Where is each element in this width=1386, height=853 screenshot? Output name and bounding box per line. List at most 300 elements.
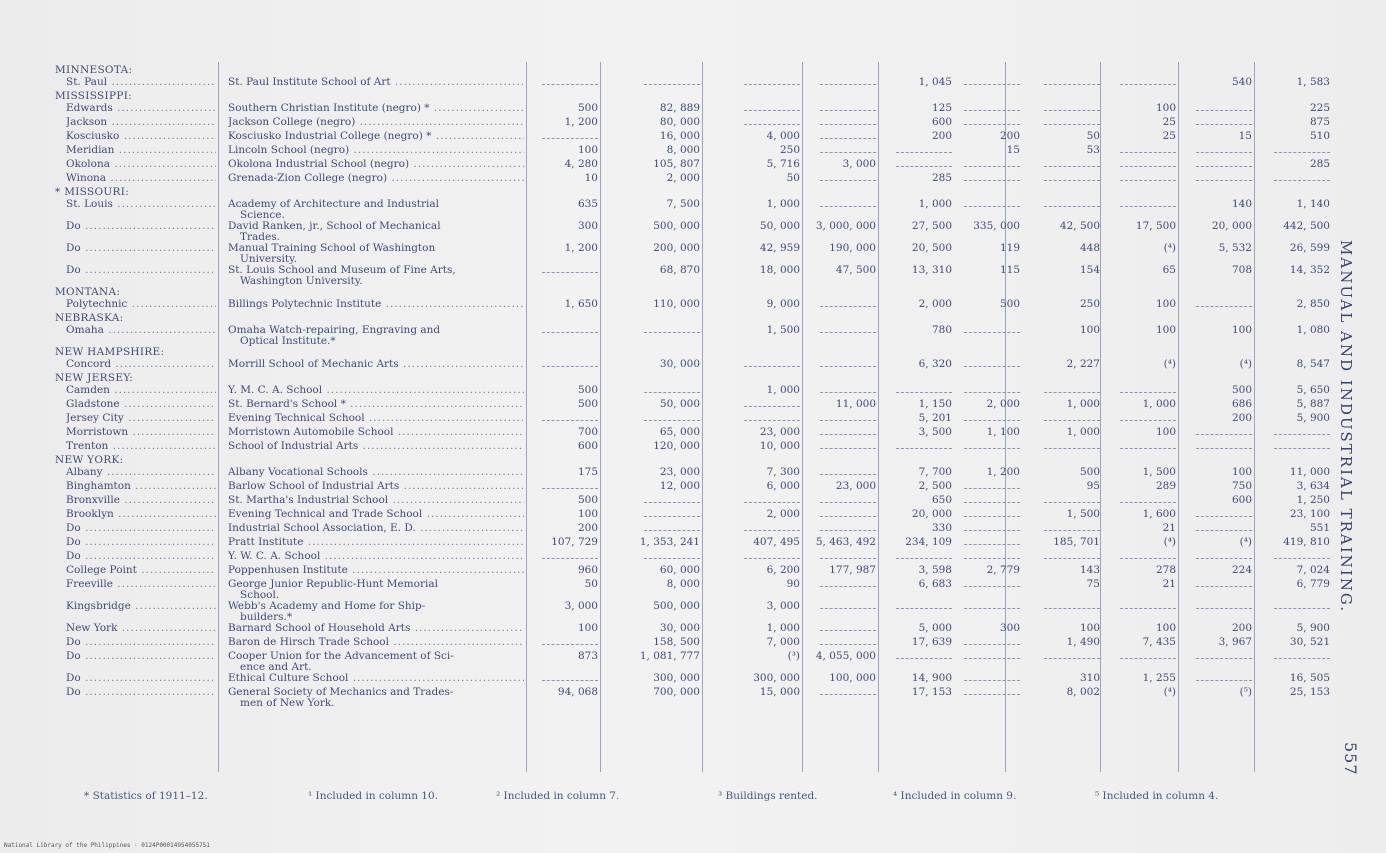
- empty-c1: [528, 324, 598, 336]
- leader-dashes: [1044, 386, 1100, 393]
- value-c8: 1, 255: [1142, 672, 1176, 684]
- institution-name-continued: Trades.: [240, 231, 280, 243]
- institution-name: Y. W. C. A. School .....: [228, 550, 524, 562]
- leader-dashes: [744, 496, 800, 503]
- institution-name: Ethical Culture School .....: [228, 672, 524, 684]
- leader-dashes: [644, 326, 700, 333]
- value-c3: 23, 000: [759, 426, 800, 438]
- leader-dashes: [1274, 602, 1330, 609]
- empty-c6: [940, 600, 1020, 612]
- value-c9: (⁴): [1239, 358, 1252, 370]
- value-c10: 11, 000: [1289, 466, 1330, 478]
- empty-c7: [1020, 198, 1100, 210]
- empty-c4: [804, 466, 876, 478]
- institution-name: Academy of Architecture and Industrial: [228, 198, 439, 210]
- value-c7: 8, 002: [1066, 686, 1100, 698]
- institution-name-continued: ence and Art.: [240, 661, 312, 673]
- value-c10: 6, 779: [1296, 578, 1330, 590]
- value-c5: 6, 683: [918, 578, 952, 590]
- value-c5: 2, 000: [918, 298, 952, 310]
- value-c10: 1, 080: [1296, 324, 1330, 336]
- location-cell: Morristown .....: [66, 426, 216, 438]
- value-c7: 448: [1079, 242, 1100, 254]
- table-row: [0, 158, 1340, 172]
- value-c6: 335, 000: [973, 220, 1020, 232]
- empty-c4: [804, 426, 876, 438]
- value-c10: 23, 100: [1289, 508, 1330, 520]
- value-c9: 686: [1231, 398, 1252, 410]
- value-c2: 300, 000: [653, 672, 700, 684]
- empty-c6: [940, 536, 1020, 548]
- state-name: MINNESOTA:: [55, 64, 133, 76]
- location-cell: Do .....: [66, 550, 216, 562]
- value-c6: 2, 779: [986, 564, 1020, 576]
- value-c2: 700, 000: [653, 686, 700, 698]
- leader-dashes: [1120, 602, 1176, 609]
- value-c3: 1, 500: [766, 324, 800, 336]
- empty-c2: [600, 384, 700, 396]
- value-c4: 3, 000, 000: [815, 220, 876, 232]
- leader-dashes: [820, 580, 876, 587]
- value-c6: 15: [1006, 144, 1020, 156]
- value-c5: 200: [931, 130, 952, 142]
- empty-c6: [940, 550, 1020, 562]
- institution-name: Barnard School of Household Arts .....: [228, 622, 524, 634]
- leader-dashes: [964, 118, 1020, 125]
- leader-dashes: [1120, 174, 1176, 181]
- value-c8: 1, 000: [1142, 398, 1176, 410]
- empty-c4: [804, 198, 876, 210]
- value-c3: 2, 000: [766, 508, 800, 520]
- empty-c6: [940, 636, 1020, 648]
- value-c1: 107, 729: [551, 536, 598, 548]
- empty-c4: [804, 412, 876, 424]
- empty-c8: [1100, 440, 1176, 452]
- empty-c4: [804, 522, 876, 534]
- value-c2: 30, 000: [659, 622, 700, 634]
- empty-c8: [1100, 198, 1176, 210]
- empty-c4: [804, 130, 876, 142]
- leader-dashes: [820, 442, 876, 449]
- leader-dashes: [1196, 146, 1252, 153]
- empty-c7: [1020, 650, 1100, 662]
- leader-dashes: [820, 326, 876, 333]
- value-c3: 4, 000: [766, 130, 800, 142]
- empty-c6: [940, 116, 1020, 128]
- value-c9: 15: [1238, 130, 1252, 142]
- leader-dashes: [744, 104, 800, 111]
- empty-c4: [804, 116, 876, 128]
- value-c10: 2, 850: [1296, 298, 1330, 310]
- leader-dashes: [964, 638, 1020, 645]
- value-c10: 14, 352: [1289, 264, 1330, 276]
- value-c3: (³): [787, 650, 800, 662]
- leader-dashes: [964, 652, 1020, 659]
- institution-name-continued: Washington University.: [240, 275, 363, 287]
- state-name: * MISSOURI:: [55, 186, 130, 198]
- value-c2: 7, 500: [666, 198, 700, 210]
- value-c2: 60, 000: [659, 564, 700, 576]
- leader-dashes: [744, 414, 800, 421]
- leader-dashes: [1120, 146, 1176, 153]
- value-c3: 42, 959: [759, 242, 800, 254]
- institution-name: Y. M. C. A. School .....: [228, 384, 524, 396]
- value-c10: 3, 634: [1296, 480, 1330, 492]
- value-c9: 500: [1231, 384, 1252, 396]
- leader-dashes: [1120, 386, 1176, 393]
- leader-dashes: [1044, 118, 1100, 125]
- table-row: [0, 426, 1340, 440]
- value-c10: 419, 810: [1283, 536, 1330, 548]
- leader-dashes: [964, 174, 1020, 181]
- empty-c6: [940, 508, 1020, 520]
- empty-c1: [528, 264, 598, 276]
- institution-name-continued: Optical Institute.*: [240, 335, 336, 347]
- institution-name: David Ranken, jr., School of Mechanical: [228, 220, 441, 232]
- leader-dashes: [1196, 428, 1252, 435]
- leader-dashes: [744, 552, 800, 559]
- value-c10: 1, 583: [1296, 76, 1330, 88]
- empty-c4: [804, 102, 876, 114]
- empty-c10: [1256, 172, 1330, 184]
- leader-dashes: [964, 386, 1020, 393]
- table-row: [0, 242, 1340, 265]
- value-c8: 1, 600: [1142, 508, 1176, 520]
- location-cell: Jackson .....: [66, 116, 216, 128]
- leader-dashes: [542, 638, 598, 645]
- value-c3: 300, 000: [753, 672, 800, 684]
- value-c6: 500: [999, 298, 1020, 310]
- leader-dashes: [964, 442, 1020, 449]
- institution-name: Industrial School Association, E. D. .....: [228, 522, 524, 534]
- value-c10: 25, 153: [1289, 686, 1330, 698]
- empty-c3: [704, 116, 800, 128]
- institution-name: Morristown Automobile School .....: [228, 426, 524, 438]
- institution-name: Pratt Institute .....: [228, 536, 524, 548]
- value-c7: 95: [1086, 480, 1100, 492]
- value-c7: 185, 701: [1053, 536, 1100, 548]
- leader-dashes: [542, 326, 598, 333]
- table-row: [0, 578, 1340, 601]
- value-c8: 7, 435: [1142, 636, 1176, 648]
- value-c3: 10, 000: [759, 440, 800, 452]
- empty-c9: [1180, 672, 1252, 684]
- empty-c7: [1020, 412, 1100, 424]
- leader-dashes: [964, 326, 1020, 333]
- value-c7: 310: [1079, 672, 1100, 684]
- empty-c3: [704, 412, 800, 424]
- table-row: [0, 198, 1340, 221]
- institution-name: Jackson College (negro) .....: [228, 116, 524, 128]
- table-row: [0, 508, 1340, 522]
- value-c3: 3, 000: [766, 600, 800, 612]
- institution-name: St. Louis School and Museum of Fine Arts,: [228, 264, 456, 276]
- leader-dashes: [964, 552, 1020, 559]
- empty-c6: [940, 158, 1020, 170]
- leader-dashes: [964, 414, 1020, 421]
- location-cell: Concord .....: [66, 358, 216, 370]
- value-c2: 80, 000: [659, 116, 700, 128]
- leader-dashes: [1044, 652, 1100, 659]
- value-c9: 708: [1231, 264, 1252, 276]
- leader-dashes: [1044, 442, 1100, 449]
- value-c1: 700: [577, 426, 598, 438]
- table-row: [0, 412, 1340, 426]
- institution-name-continued: Science.: [240, 209, 285, 221]
- value-c5: 13, 310: [911, 264, 952, 276]
- value-c10: 5, 887: [1296, 398, 1330, 410]
- empty-c8: [1100, 600, 1176, 612]
- empty-c7: [1020, 522, 1100, 534]
- leader-dashes: [1120, 552, 1176, 559]
- leader-dashes: [644, 524, 700, 531]
- leader-dashes: [1274, 174, 1330, 181]
- value-c5: 17, 639: [911, 636, 952, 648]
- value-c2: 1, 081, 777: [639, 650, 700, 662]
- location-cell: Do .....: [66, 672, 216, 684]
- leader-dashes: [820, 428, 876, 435]
- leader-dashes: [1196, 160, 1252, 167]
- table-row: [0, 650, 1340, 673]
- leader-dashes: [964, 674, 1020, 681]
- location-cell: Winona .....: [66, 172, 216, 184]
- leader-dashes: [542, 482, 598, 489]
- value-c5: 5, 000: [918, 622, 952, 634]
- institution-name: Okolona Industrial School (negro) .....: [228, 158, 524, 170]
- value-c2: 8, 000: [666, 578, 700, 590]
- value-c3: 50: [786, 172, 800, 184]
- location-cell: Binghamton .....: [66, 480, 216, 492]
- empty-c9: [1180, 158, 1252, 170]
- empty-c1: [528, 636, 598, 648]
- value-c7: 100: [1079, 622, 1100, 634]
- institution-name-continued: University.: [240, 253, 297, 265]
- empty-c4: [804, 76, 876, 88]
- value-c5: 780: [931, 324, 952, 336]
- value-c9: (⁵): [1239, 686, 1252, 698]
- value-c6: 2, 000: [986, 398, 1020, 410]
- value-c8: (⁴): [1163, 536, 1176, 548]
- leader-dashes: [1044, 104, 1100, 111]
- value-c1: 500: [577, 398, 598, 410]
- empty-c9: [1180, 440, 1252, 452]
- empty-c7: [1020, 172, 1100, 184]
- value-c9: 100: [1231, 466, 1252, 478]
- empty-c9: [1180, 600, 1252, 612]
- leader-dashes: [1196, 674, 1252, 681]
- empty-c7: [1020, 102, 1100, 114]
- institution-name: George Junior Republic-Hunt Memorial: [228, 578, 438, 590]
- value-c9: 140: [1231, 198, 1252, 210]
- leader-dashes: [820, 414, 876, 421]
- leader-dashes: [820, 78, 876, 85]
- location-cell: Do .....: [66, 220, 216, 232]
- value-c9: 600: [1231, 494, 1252, 506]
- leader-dashes: [820, 510, 876, 517]
- value-c8: 21: [1162, 578, 1176, 590]
- scan-credit: National Library of the Philippines · 0124P00014954055751: [4, 842, 210, 849]
- value-c5: 1, 045: [918, 76, 952, 88]
- institution-name: St. Paul Institute School of Art .....: [228, 76, 524, 88]
- value-c5: 7, 700: [918, 466, 952, 478]
- value-c8: (⁴): [1163, 358, 1176, 370]
- location-cell: Kingsbridge .....: [66, 600, 216, 612]
- value-c8: 25: [1162, 130, 1176, 142]
- value-c1: 600: [577, 440, 598, 452]
- value-c5: 3, 598: [918, 564, 952, 576]
- value-c6: 119: [999, 242, 1020, 254]
- value-c3: 7, 300: [766, 466, 800, 478]
- value-c10: 510: [1309, 130, 1330, 142]
- leader-dashes: [1120, 160, 1176, 167]
- leader-dashes: [820, 602, 876, 609]
- empty-c6: [940, 324, 1020, 336]
- table-row: [0, 440, 1340, 454]
- value-c2: 12, 000: [659, 480, 700, 492]
- value-c7: 1, 000: [1066, 426, 1100, 438]
- leader-dashes: [820, 638, 876, 645]
- value-c7: 2, 227: [1066, 358, 1100, 370]
- value-c7: 1, 500: [1066, 508, 1100, 520]
- institution-name: Evening Technical School .....: [228, 412, 524, 424]
- value-c1: 500: [577, 102, 598, 114]
- empty-c9: [1180, 522, 1252, 534]
- state-name: NEW JERSEY:: [55, 372, 134, 384]
- leader-dashes: [1044, 200, 1100, 207]
- value-c5: 2, 500: [918, 480, 952, 492]
- empty-c1: [528, 672, 598, 684]
- empty-c8: [1100, 550, 1176, 562]
- leader-dashes: [644, 496, 700, 503]
- value-c10: 5, 900: [1296, 622, 1330, 634]
- value-c2: 110, 000: [653, 298, 700, 310]
- leader-dashes: [542, 414, 598, 421]
- leader-dashes: [820, 524, 876, 531]
- institution-name-continued: men of New York.: [240, 697, 335, 709]
- location-cell: Brooklyn .....: [66, 508, 216, 520]
- leader-dashes: [820, 174, 876, 181]
- empty-c3: [704, 494, 800, 506]
- leader-dashes: [744, 360, 800, 367]
- table-row: [0, 358, 1340, 372]
- empty-c4: [804, 622, 876, 634]
- value-c5: 125: [931, 102, 952, 114]
- location-cell: Meridian .....: [66, 144, 216, 156]
- table-row: [0, 686, 1340, 709]
- location-cell: Omaha .....: [66, 324, 216, 336]
- value-c8: 289: [1155, 480, 1176, 492]
- leader-dashes: [820, 688, 876, 695]
- leader-dashes: [964, 496, 1020, 503]
- leader-dashes: [1120, 652, 1176, 659]
- empty-c9: [1180, 550, 1252, 562]
- value-c5: 5, 201: [918, 412, 952, 424]
- value-c2: 500, 000: [653, 600, 700, 612]
- leader-dashes: [744, 78, 800, 85]
- empty-c3: [704, 76, 800, 88]
- value-c9: 3, 967: [1218, 636, 1252, 648]
- value-c1: 1, 650: [564, 298, 598, 310]
- value-c8: 25: [1162, 116, 1176, 128]
- value-c2: 158, 500: [653, 636, 700, 648]
- empty-c6: [940, 650, 1020, 662]
- value-c9: 5, 532: [1218, 242, 1252, 254]
- institution-name-continued: School.: [240, 589, 280, 601]
- empty-c1: [528, 412, 598, 424]
- institution-name-continued: builders.*: [240, 611, 293, 623]
- leader-dashes: [964, 360, 1020, 367]
- institution-name: Evening Technical and Trade School .....: [228, 508, 524, 520]
- value-c1: 300: [577, 220, 598, 232]
- institution-name: Lincoln School (negro) .....: [228, 144, 524, 156]
- value-c5: 650: [931, 494, 952, 506]
- value-c2: 8, 000: [666, 144, 700, 156]
- value-c7: 500: [1079, 466, 1100, 478]
- value-c1: 500: [577, 384, 598, 396]
- location-cell: Bronxville .....: [66, 494, 216, 506]
- footnote: ² Included in column 7.: [496, 790, 620, 802]
- leader-dashes: [1274, 442, 1330, 449]
- value-c9: 100: [1231, 324, 1252, 336]
- value-c4: 23, 000: [835, 480, 876, 492]
- value-c7: 100: [1079, 324, 1100, 336]
- value-c5: 17, 153: [911, 686, 952, 698]
- value-c7: 250: [1079, 298, 1100, 310]
- value-c10: 551: [1309, 522, 1330, 534]
- value-c3: 407, 495: [753, 536, 800, 548]
- value-c5: 1, 150: [918, 398, 952, 410]
- empty-c7: [1020, 116, 1100, 128]
- value-c3: 50, 000: [759, 220, 800, 232]
- value-c2: 200, 000: [653, 242, 700, 254]
- leader-dashes: [820, 104, 876, 111]
- empty-c9: [1180, 578, 1252, 590]
- institution-name: St. Martha's Industrial School .....: [228, 494, 524, 506]
- leader-dashes: [542, 360, 598, 367]
- leader-dashes: [1196, 602, 1252, 609]
- empty-c9: [1180, 172, 1252, 184]
- leader-dashes: [644, 552, 700, 559]
- value-c3: 15, 000: [759, 686, 800, 698]
- leader-dashes: [1044, 174, 1100, 181]
- location-cell: Do .....: [66, 242, 216, 254]
- value-c1: 960: [577, 564, 598, 576]
- empty-c6: [940, 672, 1020, 684]
- value-c1: 94, 068: [557, 686, 598, 698]
- value-c4: 47, 500: [835, 264, 876, 276]
- empty-c9: [1180, 116, 1252, 128]
- value-c5: 20, 000: [911, 508, 952, 520]
- leader-dashes: [964, 580, 1020, 587]
- value-c1: 4, 280: [564, 158, 598, 170]
- empty-c9: [1180, 102, 1252, 114]
- value-c1: 873: [577, 650, 598, 662]
- leader-dashes: [820, 496, 876, 503]
- empty-c10: [1256, 650, 1330, 662]
- value-c2: 65, 000: [659, 426, 700, 438]
- value-c1: 1, 200: [564, 242, 598, 254]
- empty-c3: [704, 522, 800, 534]
- leader-dashes: [820, 386, 876, 393]
- value-c5: 600: [931, 116, 952, 128]
- leader-dashes: [542, 552, 598, 559]
- empty-c7: [1020, 158, 1100, 170]
- empty-c9: [1180, 426, 1252, 438]
- empty-c9: [1180, 298, 1252, 310]
- value-c1: 100: [577, 622, 598, 634]
- location-cell: St. Louis .....: [66, 198, 216, 210]
- value-c8: 100: [1155, 324, 1176, 336]
